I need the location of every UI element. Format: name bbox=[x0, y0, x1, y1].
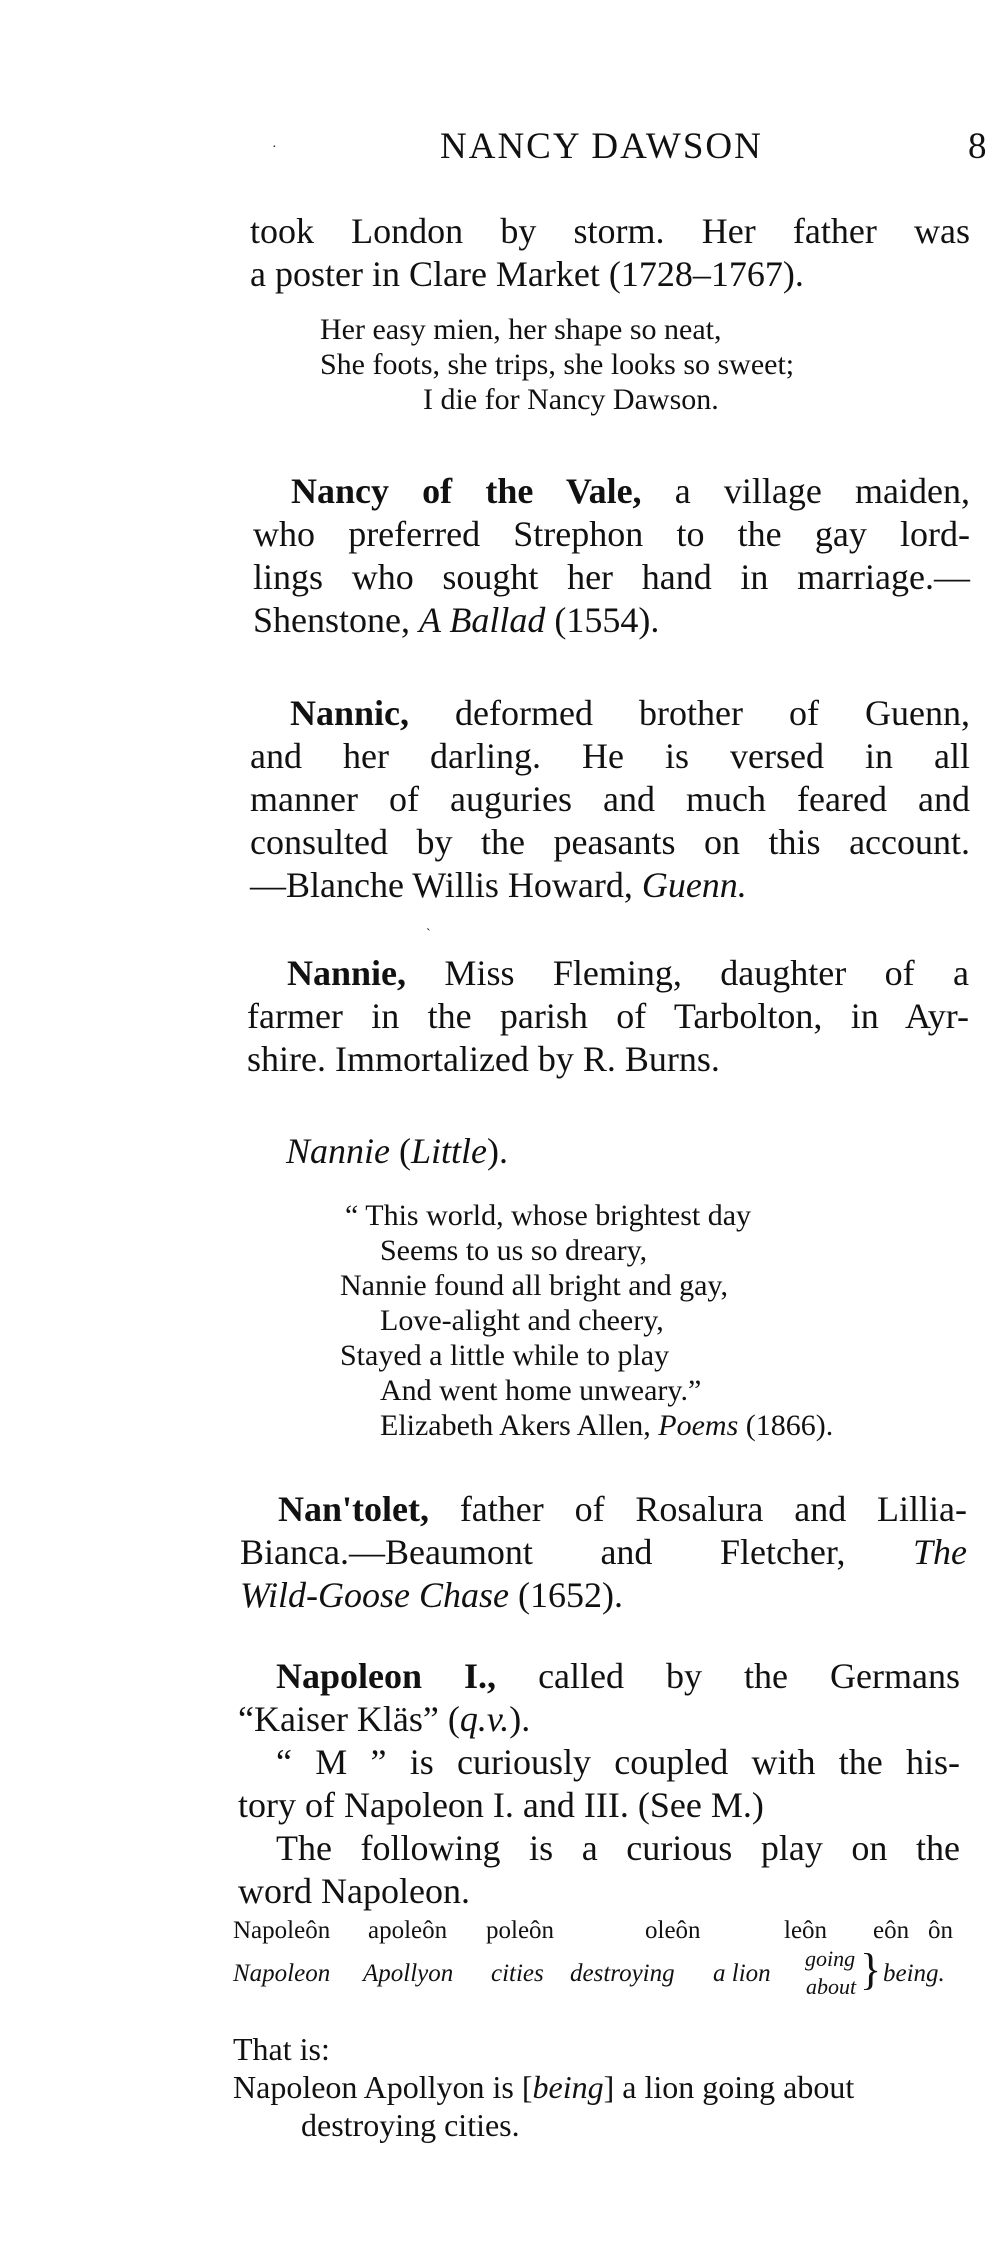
text-line: “Kaiser Kläs” (q.v.). bbox=[238, 1699, 531, 1739]
entry-dawson-continued bbox=[250, 210, 970, 296]
wordplay-word: apoleôn bbox=[368, 1917, 448, 1944]
entry-first-line: Napoleon I., called by the Germans bbox=[276, 1656, 961, 1696]
wordplay-word: Napoleôn bbox=[233, 1917, 331, 1944]
text-line: word Napoleon. bbox=[238, 1871, 470, 1911]
text-line: lings who sought her hand in marriage.— bbox=[253, 557, 970, 597]
verse-line: “ This world, whose brightest day bbox=[345, 1199, 752, 1232]
text-line: shire. Immortalized by R. Burns. bbox=[247, 1039, 720, 1079]
text-line: Shenstone, A Ballad (1554). bbox=[253, 600, 660, 640]
work-title: Wild-Goose Chase bbox=[240, 1575, 509, 1615]
text-line: consulted by the peasants on this account. bbox=[250, 822, 970, 862]
entry-nancy-of-the-vale bbox=[253, 470, 970, 642]
entry-first-line: Nannic, deformed brother of Guenn, bbox=[290, 693, 970, 733]
entry-nantolet bbox=[240, 1488, 967, 1617]
stray-mark: ˋ bbox=[426, 927, 431, 942]
entry-nannic bbox=[250, 692, 970, 907]
wordplay-meaning: a lion bbox=[713, 1960, 771, 1987]
verse-line: Her easy mien, her shape so neat, bbox=[320, 313, 722, 346]
text-line: and her darling. He is versed in all bbox=[250, 736, 970, 776]
wordplay-word: oleôn bbox=[645, 1917, 701, 1944]
running-header: NANCY DAWSON bbox=[440, 126, 763, 167]
verse-line: I die for Nancy Dawson. bbox=[423, 383, 719, 416]
verse-line: Love-alight and cheery, bbox=[380, 1304, 664, 1337]
work-title: Poems bbox=[658, 1409, 739, 1442]
wordplay-meaning-row bbox=[233, 1945, 951, 2020]
text-line: tory of Napoleon I. and III. (See M.) bbox=[238, 1785, 764, 1825]
page-number: 8 bbox=[968, 126, 987, 167]
text-line: “ M ” is curiously coupled with the his- bbox=[276, 1742, 960, 1782]
verse-line: Nannie found all bright and gay, bbox=[340, 1269, 728, 1302]
text-line: destroying cities. bbox=[301, 2107, 520, 2143]
entry-first-line: Nancy of the Vale, a village maiden, bbox=[291, 471, 970, 511]
brace-mark: } bbox=[860, 1945, 882, 1994]
wordplay-meaning: about bbox=[806, 1974, 857, 1999]
text-line: —Blanche Willis Howard, Guenn. bbox=[250, 865, 747, 905]
verse-nannie bbox=[340, 1198, 833, 1443]
text-line: Wild-Goose Chase (1652). bbox=[240, 1575, 623, 1615]
text-line: took London by storm. Her father was bbox=[250, 211, 970, 251]
wordplay-meaning: Napoleon bbox=[233, 1960, 331, 1987]
entry-first-line: Nannie, Miss Fleming, daughter of a bbox=[287, 953, 969, 993]
wordplay-word: eôn bbox=[873, 1917, 910, 1944]
text-line: manner of auguries and much feared and bbox=[250, 779, 970, 819]
work-title: A Ballad bbox=[419, 600, 546, 640]
wordplay-meaning: Apollyon bbox=[363, 1960, 454, 1987]
wordplay-meaning: going bbox=[805, 1946, 856, 1971]
wordplay-meaning: cities bbox=[491, 1960, 544, 1987]
text-line: farmer in the parish of Tarbolton, in Ayr- bbox=[247, 996, 969, 1036]
verse-line: Seems to us so dreary, bbox=[380, 1234, 648, 1267]
stray-mark: · bbox=[272, 140, 277, 155]
verse-line: She foots, she trips, she looks so sweet; bbox=[320, 348, 795, 381]
wordplay-meaning: destroying bbox=[570, 1960, 675, 1987]
wordplay-explanation bbox=[233, 2030, 963, 2144]
entry-nannie-little bbox=[286, 1130, 1000, 1173]
wordplay-word: ôn bbox=[928, 1917, 953, 1944]
text-line: a poster in Clare Market (1728–1767). bbox=[250, 254, 804, 294]
wordplay-meaning: being. bbox=[883, 1960, 945, 1987]
wordplay-word: leôn bbox=[784, 1917, 828, 1944]
verse-line: Stayed a little while to play bbox=[340, 1339, 670, 1372]
entry-first-line: Nan'tolet, father of Rosalura and Lillia- bbox=[278, 1489, 967, 1529]
headword: Nancy of the Vale, bbox=[291, 471, 642, 511]
headword: Nannic, bbox=[290, 693, 410, 733]
text-line: That is: bbox=[233, 2031, 330, 2067]
headword: Nan'tolet, bbox=[278, 1489, 429, 1529]
work-title: Guenn. bbox=[641, 865, 747, 905]
wordplay-word: poleôn bbox=[486, 1917, 555, 1944]
verse-line: And went home unweary.” bbox=[380, 1374, 702, 1407]
headword: Nannie bbox=[286, 1131, 390, 1171]
entry-nannie bbox=[247, 952, 969, 1081]
headword: Nannie, bbox=[287, 953, 407, 993]
text-line: Bianca.—Beaumont and Fletcher, The bbox=[240, 1532, 967, 1572]
entry-napoleon bbox=[238, 1655, 960, 1913]
text-line: Napoleon Apollyon is [being] a lion going about bbox=[233, 2069, 855, 2105]
headword: Napoleon I., bbox=[276, 1656, 497, 1696]
text-line: who preferred Strephon to the gay lord- bbox=[253, 514, 970, 554]
entry-first-line: Nannie (Little). bbox=[286, 1131, 509, 1171]
text-line: The following is a curious play on the bbox=[276, 1828, 960, 1868]
verse-attribution: Elizabeth Akers Allen, Poems (1866). bbox=[380, 1409, 834, 1442]
verse-dawson bbox=[320, 312, 794, 417]
work-title: The bbox=[913, 1532, 967, 1572]
